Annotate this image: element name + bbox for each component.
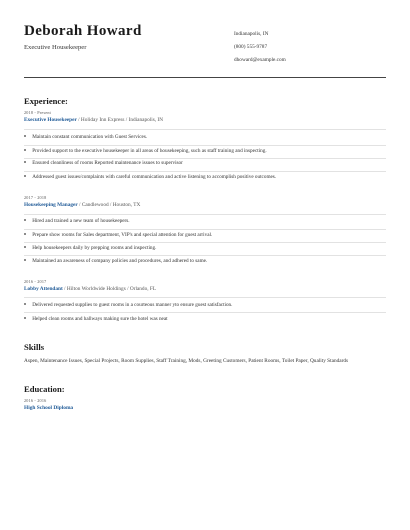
list-item bbox=[24, 302, 232, 308]
divider bbox=[24, 242, 386, 243]
bullet-text: Help housekeepers daily by prepping rooms and inspecting. bbox=[32, 245, 157, 251]
bullet-text: Delivered requested supplies to guest rooms in a courteous manner yto ensure guest satisfaction. bbox=[32, 302, 233, 308]
education-heading: Education: bbox=[24, 384, 65, 394]
job-title: Housekeeping Manager bbox=[24, 202, 78, 208]
list-item bbox=[24, 316, 168, 322]
bullet-icon bbox=[24, 135, 26, 137]
candidate-title: Executive Housekeeper bbox=[24, 44, 87, 51]
job-employer: / Candlewood / Houston, TX bbox=[77, 202, 141, 208]
divider bbox=[24, 214, 386, 215]
job-employer: / Holiday Inn Express / Indianapolis, IN bbox=[76, 117, 164, 123]
bullet-text: Maintain constant communication with Guest Services. bbox=[32, 134, 148, 140]
job-title: Lobby Attendant bbox=[24, 286, 63, 292]
bullet-icon bbox=[24, 259, 26, 261]
skills-list: Aspen, Maintenance Issues, Special Projects, Room Supplies, Staff Training, Mods, Greeting Customers, Patient Rooms, Toilet Paper, Quality Standards bbox=[24, 358, 349, 364]
divider bbox=[24, 158, 386, 159]
divider bbox=[24, 297, 386, 298]
bullet-icon bbox=[24, 161, 26, 163]
contact-email: dhoward@example.com bbox=[234, 57, 286, 64]
divider bbox=[24, 255, 386, 256]
list-item bbox=[24, 258, 207, 264]
job-title: Executive Housekeeper bbox=[24, 117, 77, 123]
list-item bbox=[24, 174, 276, 180]
divider bbox=[24, 129, 386, 130]
list-item bbox=[24, 232, 212, 238]
candidate-name: Deborah Howard bbox=[24, 23, 142, 39]
job-heading bbox=[24, 202, 140, 208]
bullet-text: Ensured cleanliness of rooms Reported maintenance issues to supervisor bbox=[32, 160, 183, 166]
job-employer: / Hilton Worldwide Holdings / Orlando, FL bbox=[62, 286, 157, 292]
list-item bbox=[24, 160, 183, 166]
bullet-text: Hired and trained a new team of housekeepers. bbox=[32, 218, 130, 224]
bullet-icon bbox=[24, 219, 26, 221]
bullet-text: Maintained an awareness of company policies and procedures, and adhered to same. bbox=[32, 258, 208, 264]
list-item bbox=[24, 134, 147, 140]
list-item bbox=[24, 148, 267, 154]
bullet-icon bbox=[24, 303, 26, 305]
job-dates: 2018 - Present bbox=[24, 110, 51, 115]
bullet-text: Prepare show rooms for Sales department, VIP's and special attention for guest arrival. bbox=[32, 232, 213, 238]
bullet-text: Helped clean rooms and hallways making sure the hotel was neat bbox=[32, 316, 168, 322]
skills-heading: Skills bbox=[24, 342, 45, 352]
education-dates: 2016 - 2016 bbox=[24, 398, 47, 403]
experience-heading: Experience: bbox=[24, 96, 68, 106]
divider bbox=[24, 145, 386, 146]
bullet-icon bbox=[24, 233, 26, 235]
job-dates: 2017 - 2018 bbox=[24, 195, 47, 200]
bullet-icon bbox=[24, 317, 26, 319]
degree-title: High School Diploma bbox=[24, 405, 74, 411]
job-heading bbox=[24, 117, 163, 123]
contact-phone: (800) 555-9787 bbox=[234, 44, 268, 51]
list-item bbox=[24, 245, 156, 251]
list-item bbox=[24, 218, 130, 224]
header-divider bbox=[24, 77, 386, 78]
job-dates: 2016 - 2017 bbox=[24, 279, 47, 284]
bullet-icon bbox=[24, 175, 26, 177]
contact-location: Indianapolis, IN bbox=[234, 31, 269, 37]
divider bbox=[24, 229, 386, 230]
divider bbox=[24, 171, 386, 172]
bullet-text: Addressed guest issues/complaints with careful communication and active listening to accomplish positive outcomes. bbox=[32, 174, 277, 180]
bullet-icon bbox=[24, 149, 26, 151]
divider bbox=[24, 312, 386, 313]
contact-block bbox=[234, 28, 286, 68]
bullet-icon bbox=[24, 246, 26, 248]
job-heading bbox=[24, 286, 156, 292]
bullet-text: Provided support to the executive housekeeper in all areas of housekeeping, such as staff training and inspecting. bbox=[32, 148, 267, 154]
